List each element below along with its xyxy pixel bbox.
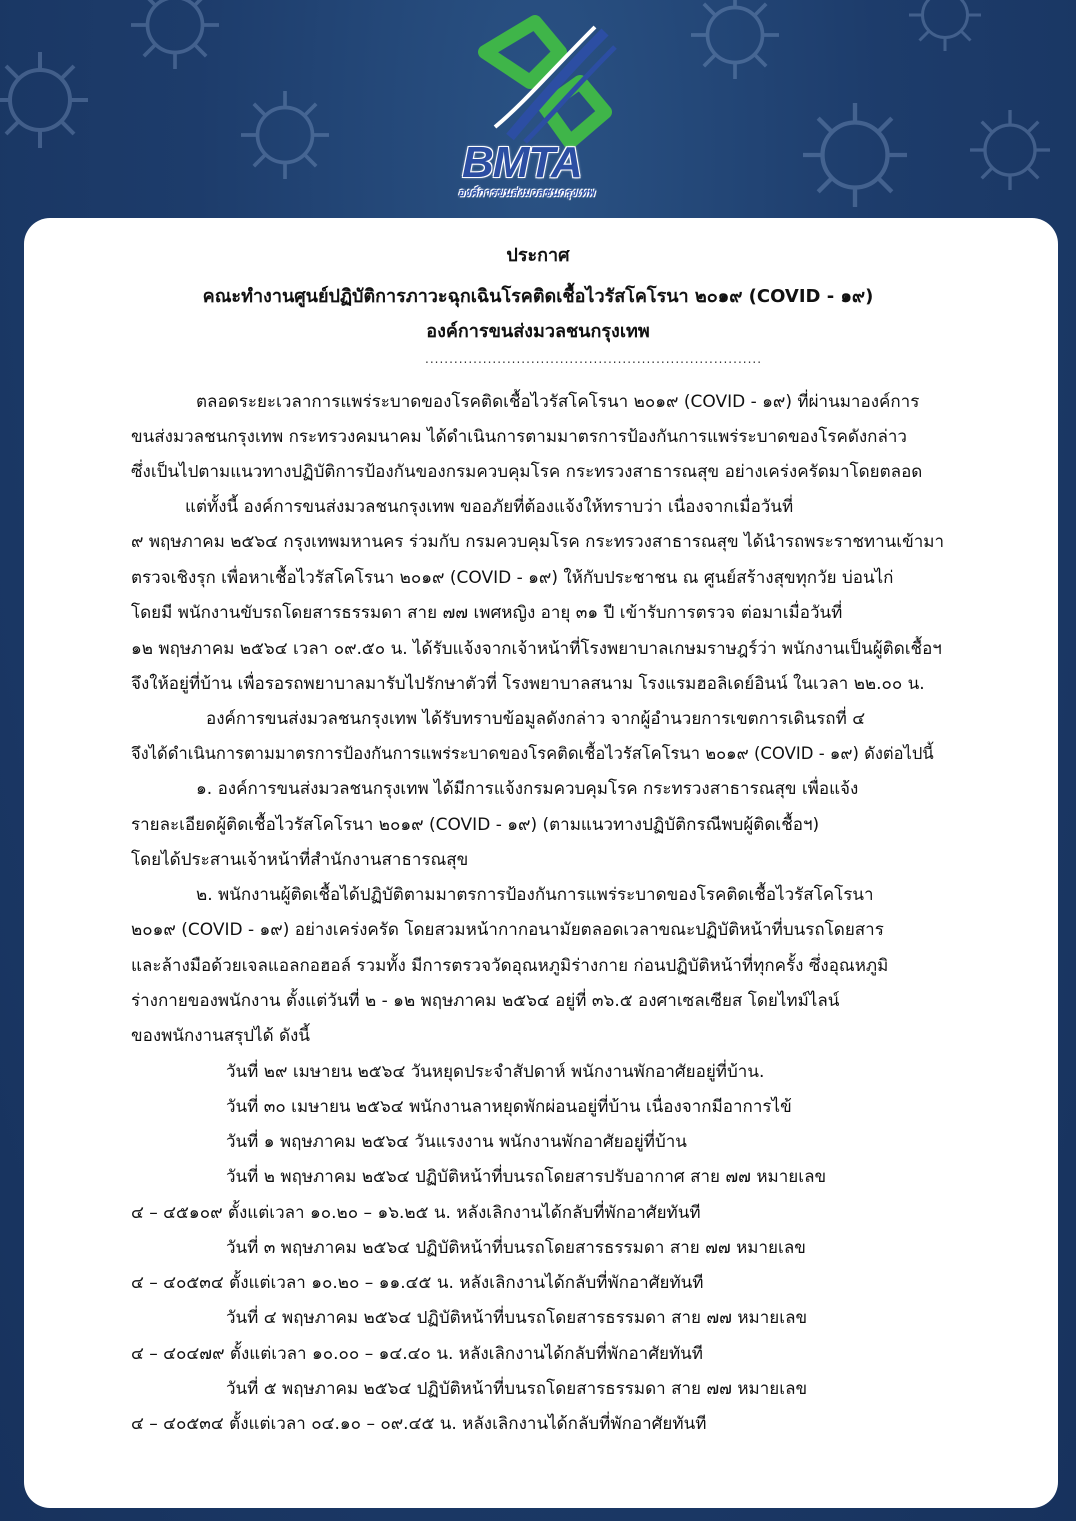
virus-icon xyxy=(790,90,920,220)
timeline-entry: ๔ – ๔๐๕๓๔ ตั้งแต่เวลา ๑๐.๒๐ – ๑๑.๔๕ น. หลังเลิกงานได้กลับที่พักอาศัยทันที xyxy=(131,1273,704,1293)
virus-icon xyxy=(120,0,230,80)
timeline-entry: วันที่ ๒๙ เมษายน ๒๕๖๔ วันหยุดประจำสัปดาห์ พนักงานพักอาศัยอยู่ที่บ้าน. xyxy=(226,1062,765,1082)
paragraph-line: ตลอดระยะเวลาการแพร่ระบาดของโรคติดเชื้อไวรัสโคโรนา ๒๐๑๙ (COVID - ๑๙) ที่ผ่านมาองค์การ xyxy=(196,392,920,412)
timeline-entry: วันที่ ๕ พฤษภาคม ๒๕๖๔ ปฏิบัติหน้าที่บนรถโดยสารธรรมดา สาย ๗๗ หมายเลข xyxy=(226,1379,808,1399)
timeline-entry: วันที่ ๑ พฤษภาคม ๒๕๖๔ วันแรงงาน พนักงานพักอาศัยอยู่ที่บ้าน xyxy=(226,1132,687,1152)
paragraph-line: ตรวจเชิงรุก เพื่อหาเชื้อไวรัสโคโรนา ๒๐๑๙ (COVID - ๑๙) ให้กับประชาชน ณ ศูนย์สร้างสุขทุกวัย บ่อนไก่ xyxy=(131,568,894,588)
paragraph-line: ของพนักงานสรุปได้ ดังนี้ xyxy=(131,1026,310,1046)
logo-subtitle: องค์การขนส่งมวลชนกรุงเทพ xyxy=(458,186,595,199)
timeline-entry: ๔ – ๔๐๔๗๙ ตั้งแต่เวลา ๑๐.๐๐ – ๑๔.๔๐ น. หลังเลิกงานได้กลับที่พักอาศัยทันที xyxy=(131,1344,703,1364)
timeline-entry: ๔ – ๔๐๕๓๔ ตั้งแต่เวลา ๐๔.๑๐ – ๐๙.๔๕ น. หลังเลิกงานได้กลับที่พักอาศัยทันที xyxy=(131,1414,707,1434)
virus-icon xyxy=(680,0,790,90)
paragraph-line: รายละเอียดผู้ติดเชื้อไวรัสโคโรนา ๒๐๑๙ (COVID - ๑๙) (ตามแนวทางปฏิบัติกรณีพบผู้ติดเชื้อฯ) xyxy=(131,815,820,835)
paragraph-line: ๒. พนักงานผู้ติดเชื้อได้ปฏิบัติตามมาตรการป้องกันการแพร่ระบาดของโรคติดเชื้อไวรัสโคโรนา xyxy=(196,885,874,905)
paragraph-line: ร่างกายของพนักงาน ตั้งแต่วันที่ ๒ - ๑๒ พฤษภาคม ๒๕๖๔ อยู่ที่ ๓๖.๕ องศาเซลเซียส โดยไทม์ไลน์ xyxy=(131,991,840,1011)
paragraph-line: องค์การขนส่งมวลชนกรุงเทพ ได้รับทราบข้อมูลดังกล่าว จากผู้อำนวยการเขตการเดินรถที่ ๔ xyxy=(206,709,866,729)
paragraph-line: โดยมี พนักงานขับรถโดยสารธรรมดา สาย ๗๗ เพศหญิง อายุ ๓๑ ปี เข้ารับการตรวจ ต่อมาเมื่อวันที่ xyxy=(131,603,843,623)
announcement-organization: องค์การขนส่งมวลชนกรุงเทพ xyxy=(426,321,650,342)
paragraph-line: จึงได้ดำเนินการตามมาตรการป้องกันการแพร่ระบาดของโรคติดเชื้อไวรัสโคโรนา ๒๐๑๙ (COVID - ๑๙) ดังต่อไปนี้ xyxy=(131,744,934,763)
timeline-entry: ๔ – ๔๕๑๐๙ ตั้งแต่เวลา ๑๐.๒๐ – ๑๖.๒๕ น. หลังเลิกงานได้กลับที่พักอาศัยทันที xyxy=(131,1203,701,1223)
paragraph-line: ๑๒ พฤษภาคม ๒๕๖๔ เวลา ๐๙.๕๐ น. ได้รับแจ้งจากเจ้าหน้าที่โรงพยาบาลเกษมราษฎร์ว่า พนักงานเป็นผู้ติดเชื้อฯ xyxy=(131,639,942,659)
virus-icon xyxy=(230,80,340,190)
announcement-title: ประกาศ xyxy=(506,245,570,266)
paragraph-line: ๙ พฤษภาคม ๒๕๖๔ กรุงเทพมหานคร ร่วมกับ กรมควบคุมโรค กระทรวงสาธารณสุข ได้นำรถพระราชทานเข้ามา xyxy=(131,532,945,552)
paragraph-line: ๒๐๑๙ (COVID - ๑๙) อย่างเคร่งครัด โดยสวมหน้ากากอนามัยตลอดเวลาขณะปฏิบัติหน้าที่บนรถโดยสาร xyxy=(131,920,884,940)
timeline-entry: วันที่ ๔ พฤษภาคม ๒๕๖๔ ปฏิบัติหน้าที่บนรถโดยสารธรรมดา สาย ๗๗ หมายเลข xyxy=(226,1308,808,1328)
timeline-entry: วันที่ ๓๐ เมษายน ๒๕๖๔ พนักงานลาหยุดพักผ่อนอยู่ที่บ้าน เนื่องจากมีอาการไข้ xyxy=(226,1097,792,1117)
separator: ...................................................................... xyxy=(425,352,763,366)
paragraph-line: ๑. องค์การขนส่งมวลชนกรุงเทพ ได้มีการแจ้งกรมควบคุมโรค กระทรวงสาธารณสุข เพื่อแจ้ง xyxy=(196,779,859,799)
paragraph-line: จึงให้อยู่ที่บ้าน เพื่อรอรถพยาบาลมารับไปรักษาตัวที่ โรงพยาบาลสนาม โรงแรมฮอลิเดย์อินน์ ในเวลา ๒๒.๐๐ น. xyxy=(131,674,925,694)
announcement-committee: คณะทำงานศูนย์ปฏิบัติการภาวะฉุกเฉินโรคติดเชื้อไวรัสโคโรนา ๒๐๑๙ (COVID - ๑๙) xyxy=(202,286,874,307)
paragraph-line: และล้างมือด้วยเจลแอลกอฮอล์ รวมทั้ง มีการตรวจวัดอุณหภูมิร่างกาย ก่อนปฏิบัติหน้าที่ทุกครั้ง ซึ่งอุณหภูมิ xyxy=(131,956,889,976)
virus-icon xyxy=(960,100,1060,200)
virus-icon xyxy=(0,40,100,160)
paragraph-line: ซึ่งเป็นไปตามแนวทางปฏิบัติการป้องกันของกรมควบคุมโรค กระทรวงสาธารณสุข อย่างเคร่งครัดมาโดยตลอด xyxy=(131,462,923,482)
paragraph-line: ขนส่งมวลชนกรุงเทพ กระทรวงคมนาคม ได้ดำเนินการตามมาตรการป้องกันการแพร่ระบาดของโรคดังกล่าว xyxy=(131,427,907,447)
logo-brand: BMTA xyxy=(462,138,582,187)
paragraph-line: โดยได้ประสานเจ้าหน้าที่สำนักงานสาธารณสุข xyxy=(131,850,469,870)
virus-icon xyxy=(900,0,990,60)
paragraph-line: แต่ทั้งนี้ องค์การขนส่งมวลชนกรุงเทพ ขออภัยที่ต้องแจ้งให้ทราบว่า เนื่องจากเมื่อวันที่ xyxy=(185,497,794,517)
timeline-entry: วันที่ ๓ พฤษภาคม ๒๕๖๔ ปฏิบัติหน้าที่บนรถโดยสารธรรมดา สาย ๗๗ หมายเลข xyxy=(226,1238,806,1258)
timeline-entry: วันที่ ๒ พฤษภาคม ๒๕๖๔ ปฏิบัติหน้าที่บนรถโดยสารปรับอากาศ สาย ๗๗ หมายเลข xyxy=(226,1167,827,1187)
